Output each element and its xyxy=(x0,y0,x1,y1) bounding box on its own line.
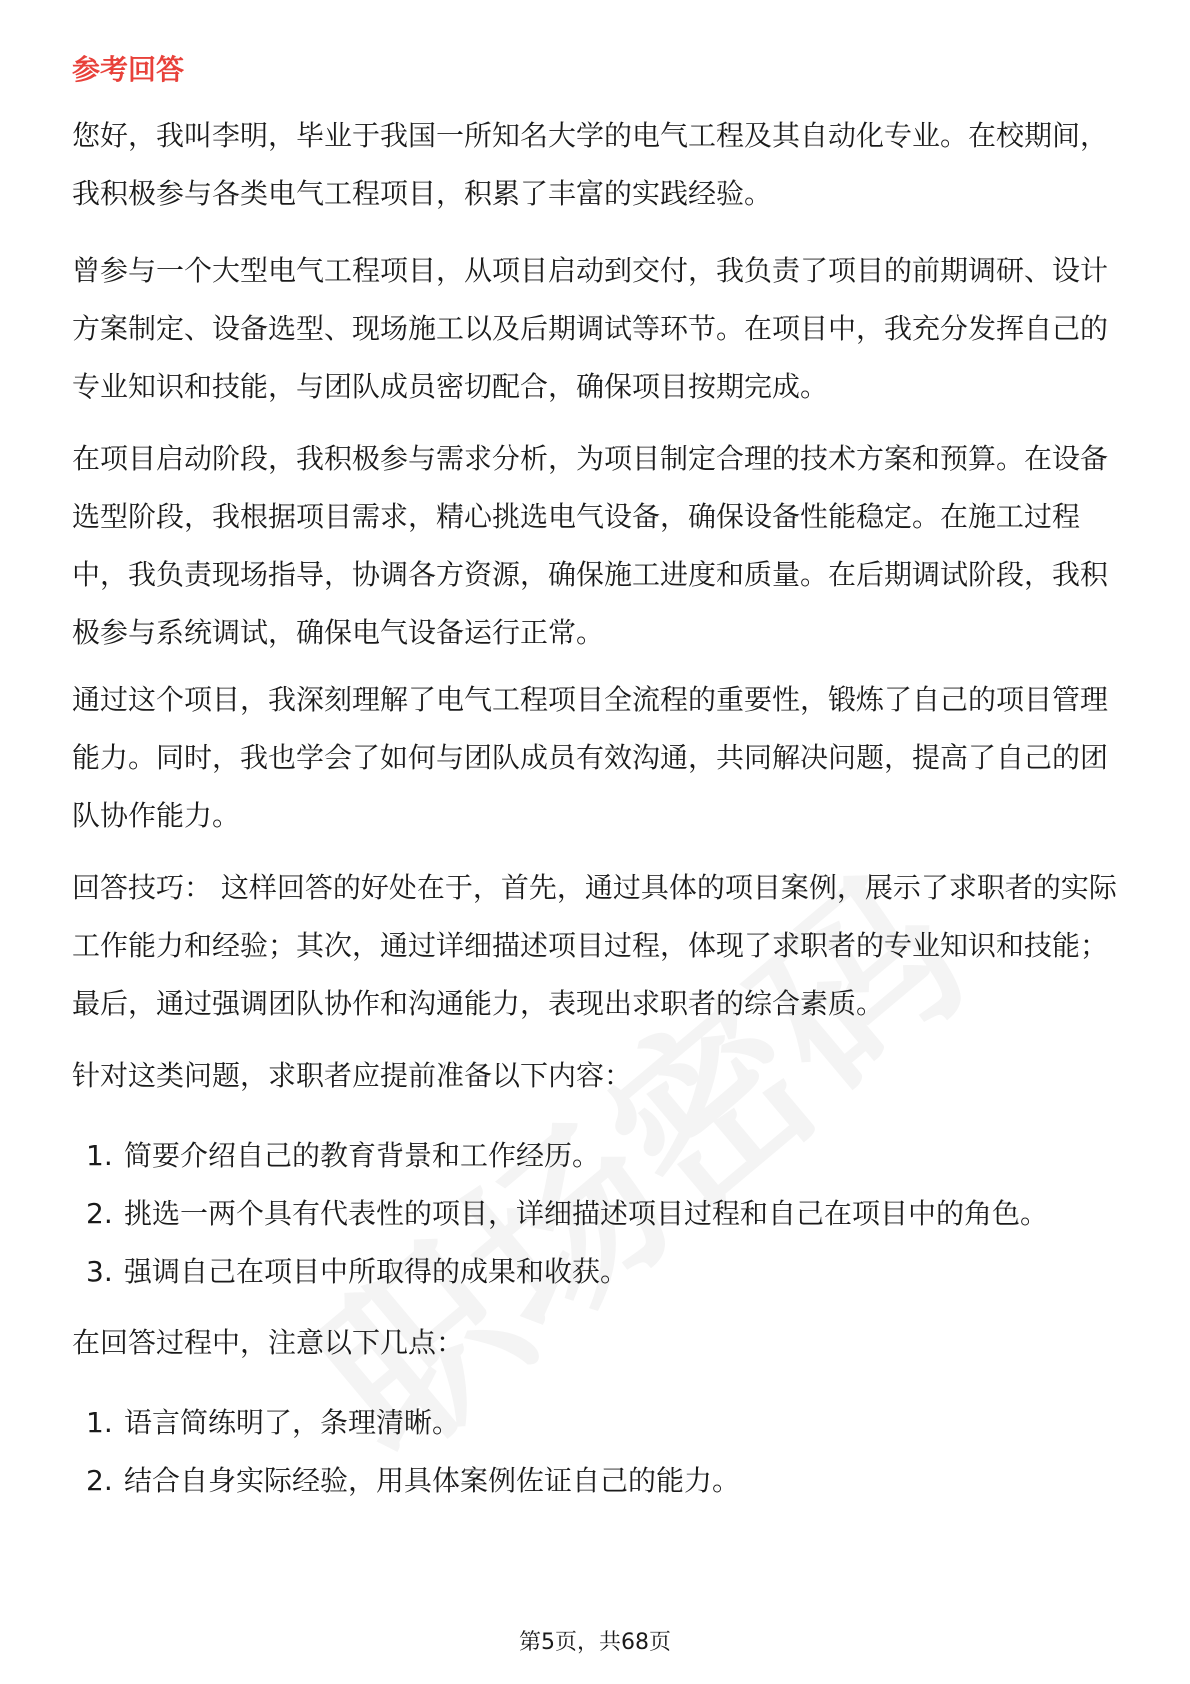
list-text: 简要介绍自己的教育背景和工作经历。 xyxy=(124,1139,601,1172)
paragraph-phases: 在项目启动阶段，我积极参与需求分析，为项目制定合理的技术方案和预算。在设备选型阶段，我根据项目需求，精心挑选电气设备，确保设备性能稳定。在施工过程中，我负责现场指导，协调各方资源，确保施工进度和质量。在后期调试阶段，我积极参与系统调试，确保电气设备运行正常。 xyxy=(72,442,1109,649)
section-heading: 参考回答 xyxy=(72,53,185,86)
list-text: 强调自己在项目中所取得的成果和收获。 xyxy=(124,1255,629,1288)
list-text: 结合自身实际经验，用具体案例佐证自己的能力。 xyxy=(124,1464,741,1497)
list-text: 挑选一两个具有代表性的项目，详细描述项目过程和自己在项目中的角色。 xyxy=(124,1197,1049,1230)
list-item xyxy=(86,1394,1122,1452)
paragraph-prepare: 针对这类问题，求职者应提前准备以下内容： xyxy=(72,1059,633,1092)
paragraph-tips: 回答技巧： 这样回答的好处在于，首先，通过具体的项目案例，展示了求职者的实际工作能力和经验；其次，通过详细描述项目过程，体现了求职者的专业知识和技能；最后，通过强调团队协作和沟通能力，表现出求职者的综合素质。 xyxy=(72,871,1117,1020)
list-text: 语言简练明了，条理清晰。 xyxy=(124,1406,461,1439)
list-item xyxy=(86,1243,1122,1301)
list-number: 2. xyxy=(86,1464,113,1497)
paragraph-learnings: 通过这个项目，我深刻理解了电气工程项目全流程的重要性，锻炼了自己的项目管理能力。同时，我也学会了如何与团队成员有效沟通，共同解决问题，提高了自己的团队协作能力。 xyxy=(72,683,1109,832)
list-number: 2. xyxy=(86,1197,113,1230)
list-number: 1. xyxy=(86,1406,113,1439)
paragraph-notes: 在回答过程中，注意以下几点： xyxy=(72,1326,465,1359)
list-item xyxy=(86,1127,1122,1185)
list-item xyxy=(86,1185,1122,1243)
paragraph-intro: 您好，我叫李明，毕业于我国一所知名大学的电气工程及其自动化专业。在校期间，我积极参与各类电气工程项目，积累了丰富的实践经验。 xyxy=(72,119,1109,210)
list-number: 3. xyxy=(86,1255,113,1288)
paragraph-project: 曾参与一个大型电气工程项目，从项目启动到交付，我负责了项目的前期调研、设计方案制定、设备选型、现场施工以及后期调试等环节。在项目中，我充分发挥自己的专业知识和技能，与团队成员密切配合，确保项目按期完成。 xyxy=(72,254,1109,403)
prepare-list xyxy=(86,1127,1122,1301)
list-number: 1. xyxy=(86,1139,113,1172)
list-item xyxy=(86,1452,1122,1510)
page-footer: 第5页，共68页 xyxy=(519,1630,671,1655)
notes-list xyxy=(86,1394,1122,1510)
